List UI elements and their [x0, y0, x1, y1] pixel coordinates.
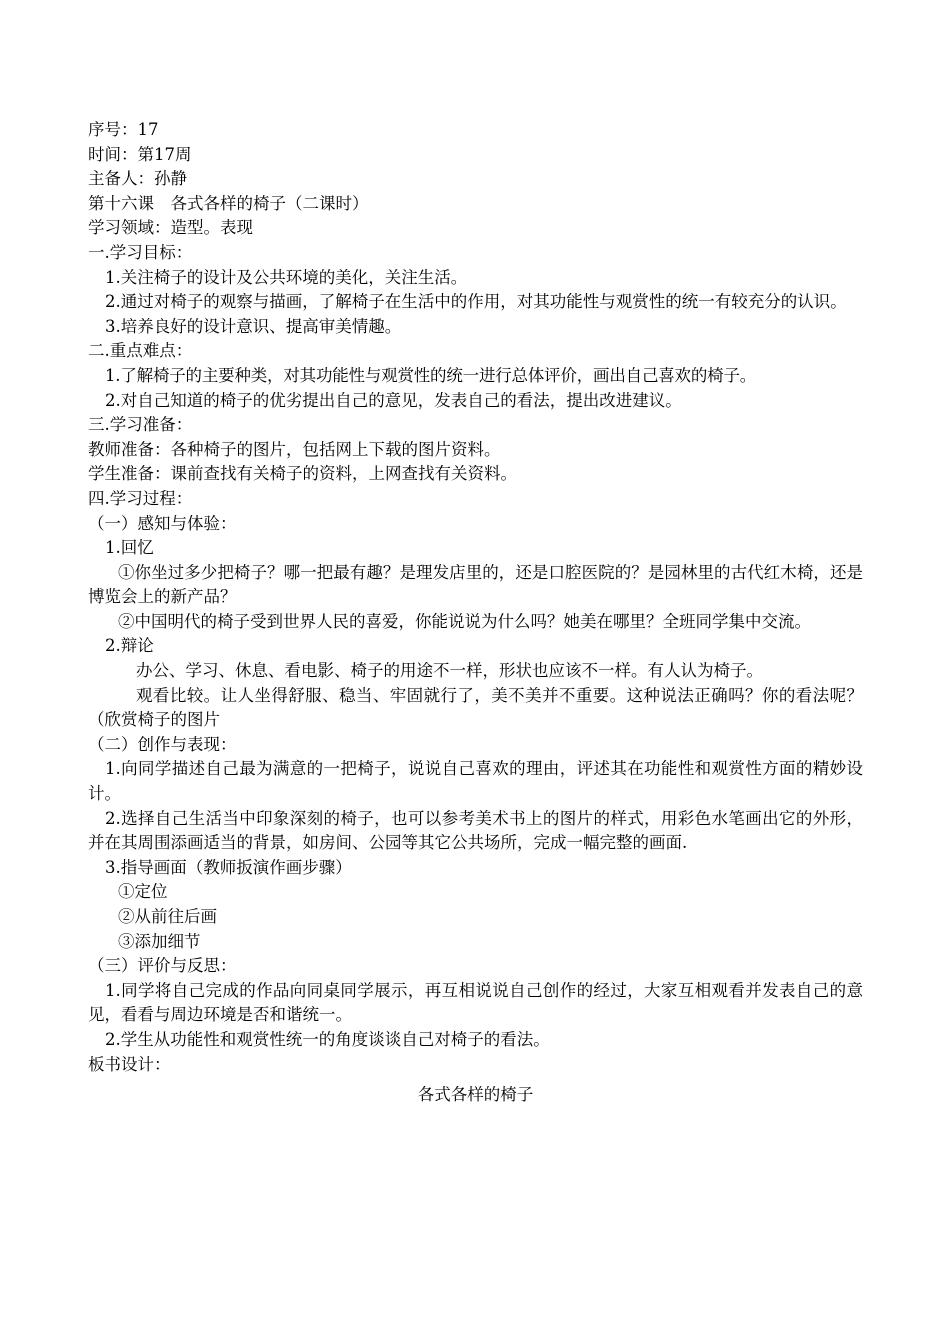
creation-item: 2.选择自己生活当中印象深刻的椅子，也可以参考美术书上的图片的样式，用彩色水笔画出它的外形，并在其周围添画适当的背景，如房间、公园等其它公共场所，完成一幅完整的画面.: [88, 808, 863, 853]
debate-paragraph: 观看比较。让人坐得舒服、稳当、牢固就行了，美不美并不重要。这种说法正确吗？你的看法呢？（欣赏椅子的图片: [88, 685, 863, 730]
keypoints-heading: 二.重点难点：: [88, 341, 193, 361]
evaluation-item: 1.同学将自己完成的作品向同桌同学展示，再互相说说自己创作的经过，大家互相观看并发表自己的意见，看看与周边环境是否和谐统一。: [88, 980, 863, 1025]
prep-heading: 三.学习准备：: [88, 415, 193, 435]
goal-item: 3.培养良好的设计意识、提高审美情趣。: [105, 316, 402, 336]
preparer: 主备人：孙静: [88, 169, 187, 189]
debate-label: 2.辩论: [105, 636, 154, 656]
recall-question: ①你坐过多少把椅子？哪一把最有趣？是理发店里的，还是口腔医院的？是园林里的古代红木椅，还是博览会上的新产品？: [88, 562, 863, 607]
recall-label: 1.回忆: [105, 538, 154, 558]
serial-number: 序号：17: [88, 120, 159, 139]
goal-item: 2.通过对椅子的观察与描画，了解椅子在生活中的作用，对其功能性与观赏性的统一有较充分的认识。: [105, 292, 847, 312]
process-heading: 四.学习过程：: [88, 488, 193, 508]
creation-item: 3.指导画面（教师扳演作画步骤）: [105, 857, 352, 877]
keypoint-item: 2.对自己知道的椅子的优劣提出自己的意见，发表自己的看法，提出改进建议。: [105, 390, 682, 410]
evaluation-item: 2.学生从功能性和观赏性统一的角度谈谈自己对椅子的看法。: [105, 1029, 550, 1049]
board-title: 各式各样的椅子: [417, 1085, 534, 1105]
part1-heading: （一）感知与体验：: [88, 513, 237, 533]
recall-question: ②中国明代的椅子受到世界人民的喜爱，你能说说为什么吗？她美在哪里？全班同学集中交流。: [118, 611, 811, 631]
learning-field: 学习领域：造型。表现: [88, 218, 253, 238]
teacher-prep: 教师准备：各种椅子的图片，包括网上下载的图片资料。: [88, 439, 501, 459]
lesson-time: 时间：第17周: [88, 144, 192, 164]
keypoint-item: 1.了解椅子的主要种类，对其功能性与观赏性的统一进行总体评价，画出自己喜欢的椅子。: [105, 365, 757, 385]
part3-heading: （三）评价与反思：: [88, 956, 237, 976]
goal-item: 1.关注椅子的设计及公共环境的美化，关注生活。: [105, 267, 468, 287]
board-heading: 板书设计：: [88, 1054, 171, 1074]
debate-paragraph: 办公、学习、休息、看电影、椅子的用途不一样，形状也应该不一样。有人认为椅子。: [136, 661, 763, 681]
student-prep: 学生准备：课前查找有关椅子的资料，上网查找有关资料。: [88, 464, 517, 484]
lesson-title: 第十六课 各式各样的椅子（二课时）: [88, 193, 369, 213]
lesson-plan-document: [88, 118, 863, 1108]
drawing-step: ②从前往后画: [118, 907, 217, 926]
drawing-step: ③添加细节: [118, 931, 201, 951]
part2-heading: （二）创作与表现：: [88, 734, 237, 754]
goals-heading: 一.学习目标：: [88, 242, 193, 262]
creation-item: 1.向同学描述自己最为满意的一把椅子，说说自己喜欢的理由，评述其在功能性和观赏性方面的精妙设计。: [88, 759, 863, 804]
drawing-step: ①定位: [118, 882, 168, 902]
